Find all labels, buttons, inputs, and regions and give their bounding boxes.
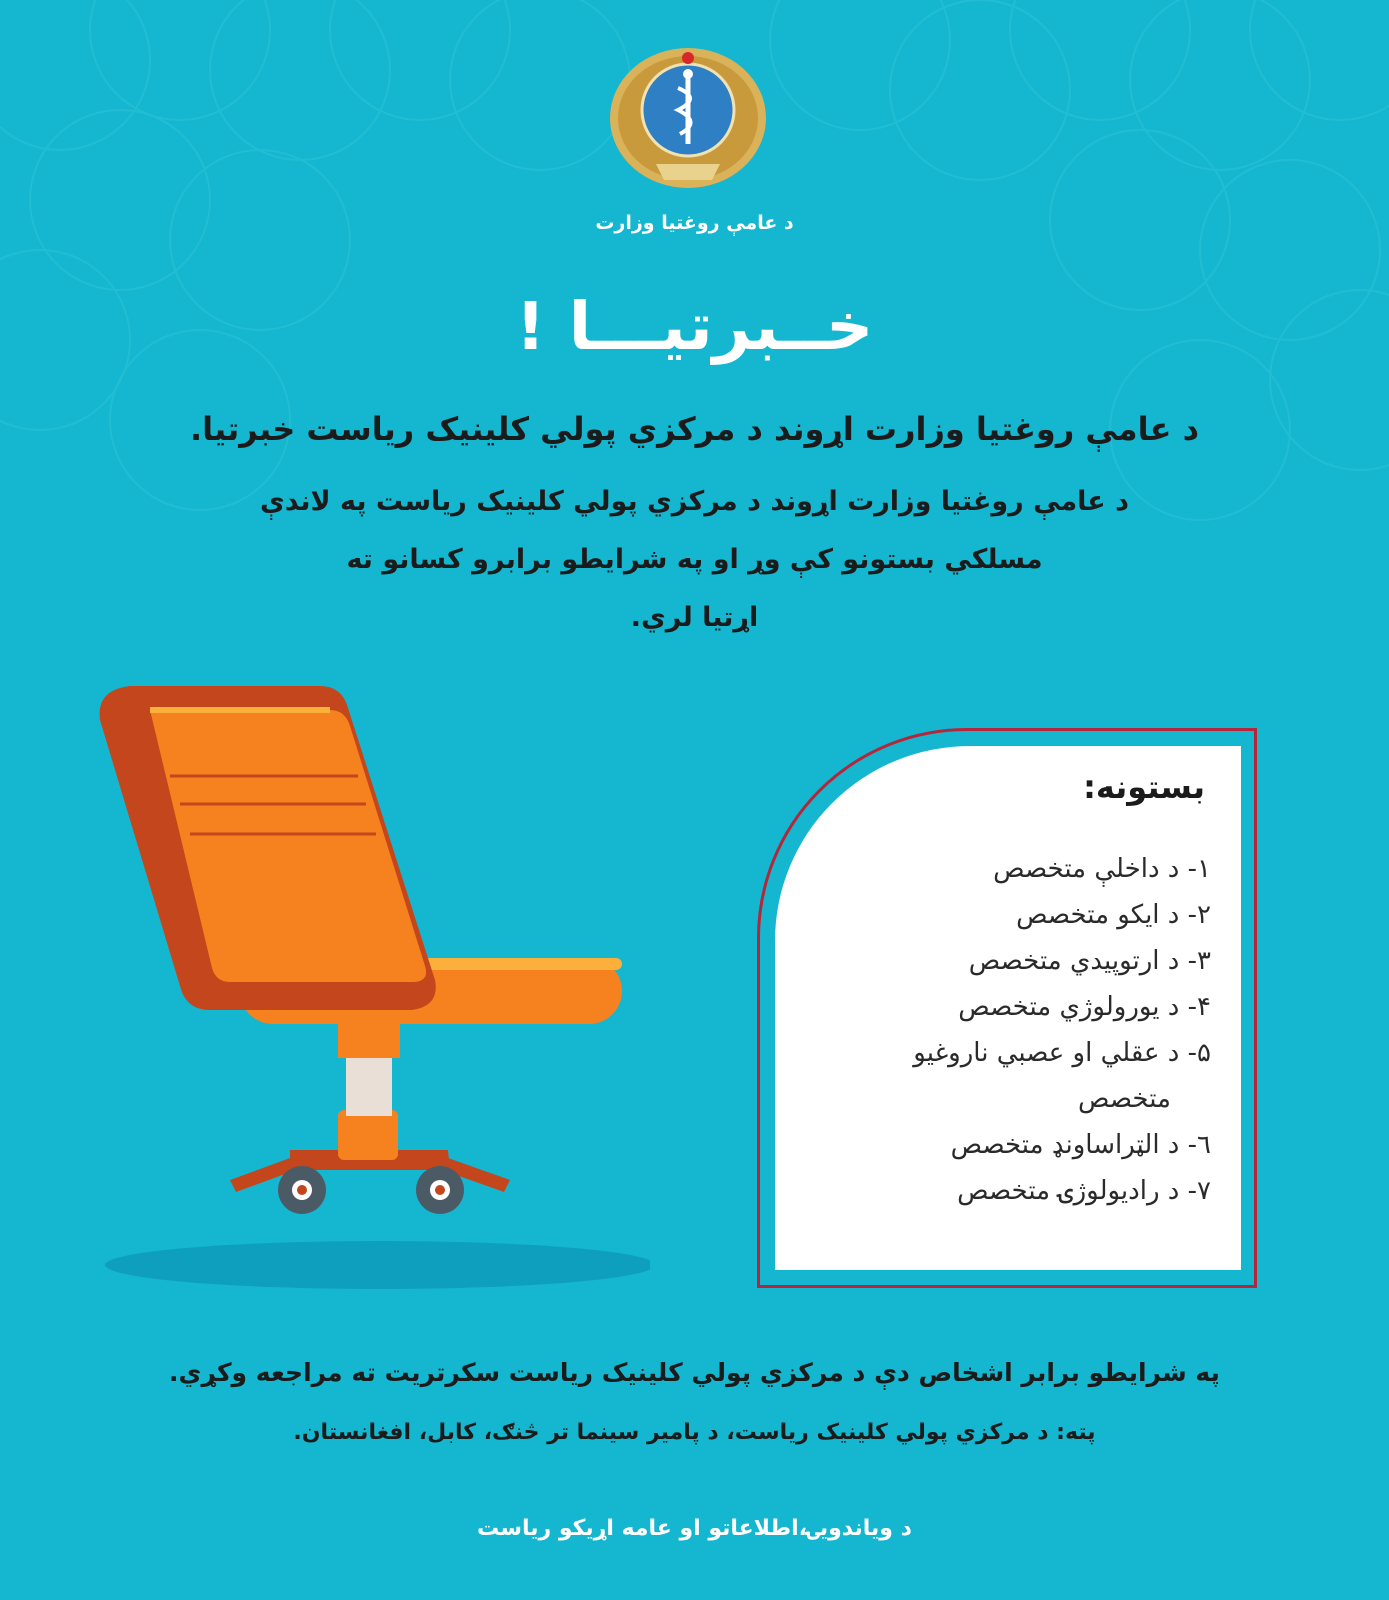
position-item: ۴- د يورولوژي متخصص <box>958 992 1211 1022</box>
positions-list <box>831 846 1211 1214</box>
announcement-intro <box>230 488 1159 662</box>
position-item: ١- د داخلې متخصص <box>993 854 1211 884</box>
footer-department: د وياندويۍ،اطلاعاتو او عامه اړيکو رياست <box>477 1516 912 1541</box>
office-chair-illustration <box>90 680 650 1300</box>
ministry-logo <box>608 48 768 198</box>
position-item-continuation <box>831 1076 1211 1122</box>
positions-heading: بستونه: <box>1083 768 1205 806</box>
position-continuation-text: متخصص <box>1078 1084 1171 1114</box>
application-conditions: په شرايطو برابر اشخاص دې د مرکزي پولي کلينيک رياست سکرتريت ته مراجعه وکړي. <box>169 1358 1220 1387</box>
announcement-headline: خــبرتيـــا ! <box>515 288 874 365</box>
position-item: ۵- د عقلي او عصبي ناروغيو <box>913 1038 1211 1068</box>
position-item: ٦- د الټراساونډ متخصص <box>950 1130 1211 1160</box>
address-text: پته: د مرکزي پولي کلينيک رياست، د پامير سينما تر څنګ، کابل، افغانستان. <box>293 1420 1096 1445</box>
ministry-name: د عامې روغتيا وزارت <box>595 212 794 234</box>
intro-line: اړتيا لري. <box>630 602 759 633</box>
position-item: ٣- د ارتوپيدي متخصص <box>968 946 1211 976</box>
positions-card <box>775 746 1241 1270</box>
intro-line: د عامې روغتيا وزارت اړوند د مرکزي پولي کلينيک رياست په لاندې <box>259 486 1129 517</box>
announcement-subtitle: د عامې روغتيا وزارت اړوند د مرکزي پولي کلينيک رياست خبرتيا. <box>190 410 1199 448</box>
position-item: ٢- د ايکو متخصص <box>1016 900 1211 930</box>
position-item: ٧- د راديولوژۍ متخصص <box>957 1176 1211 1206</box>
intro-line: مسلکي بستونو کې وړ او په شرايطو برابرو کسانو ته <box>346 544 1043 575</box>
